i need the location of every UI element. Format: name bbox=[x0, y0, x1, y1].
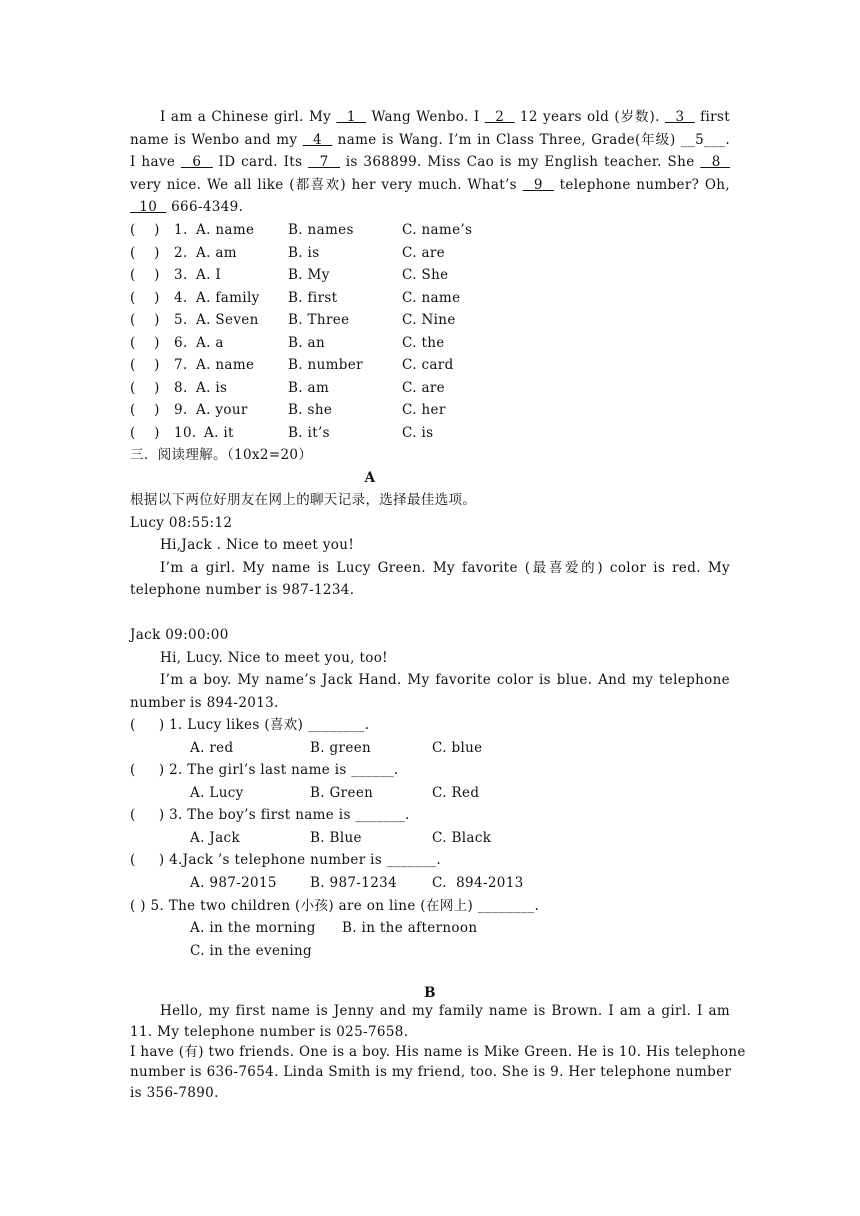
option-a: A. your bbox=[196, 402, 248, 418]
option-a: A. red bbox=[190, 740, 234, 756]
question-stem: ( ) 5. The two children (小孩) are on line (在网上) ________. bbox=[130, 898, 540, 914]
chat-text: number is 894-2013. bbox=[130, 695, 279, 711]
option-b: B. number bbox=[288, 357, 363, 373]
option-c: C. name’s bbox=[402, 222, 473, 238]
part-a-label: A bbox=[364, 470, 376, 486]
option-c: C. card bbox=[402, 357, 454, 373]
blank[interactable]: 7 bbox=[308, 154, 340, 170]
option-c: C. blue bbox=[432, 740, 483, 756]
part-b-label: B bbox=[424, 985, 436, 1001]
option-b: B. names bbox=[288, 222, 354, 238]
text-run: I am a Chinese girl. My bbox=[160, 109, 337, 125]
chat-text: I’m a girl. My name is Lucy Green. My favorite (最喜爱的) color is red. My bbox=[160, 560, 730, 576]
passage-text: is 356-7890. bbox=[130, 1085, 219, 1101]
answer-bracket[interactable]: ( ) bbox=[130, 244, 160, 261]
section-heading: 三．阅读理解。（10x2=20） bbox=[130, 447, 313, 463]
option-a: A. am bbox=[196, 244, 237, 261]
passage-line bbox=[160, 106, 730, 128]
option-c: C. Nine bbox=[402, 312, 456, 328]
answer-bracket[interactable]: ( ) bbox=[130, 334, 160, 351]
option: B. in the afternoon bbox=[342, 920, 478, 936]
question-stem: ( ) 2. The girl’s last name is ______. bbox=[130, 762, 399, 778]
passage-line bbox=[130, 129, 730, 151]
chat-text: Hi,Jack . Nice to meet you! bbox=[160, 537, 355, 553]
passage-text: I have (有) two friends. One is a boy. His name is Mike Green. He is 10. His telephone bbox=[130, 1044, 746, 1060]
option-b: B. Blue bbox=[310, 830, 362, 846]
passage-text: 11. My telephone number is 025-7658. bbox=[130, 1024, 409, 1040]
option-c: C. is bbox=[402, 424, 434, 441]
answer-bracket[interactable]: ( ) bbox=[130, 424, 160, 441]
option-a: A. Jack bbox=[190, 830, 240, 846]
option-a: A. a bbox=[196, 334, 224, 351]
text-run: I have bbox=[130, 154, 181, 170]
answer-bracket[interactable]: ( ) bbox=[130, 312, 160, 328]
answer-bracket[interactable]: ( ) bbox=[130, 267, 160, 283]
option-c: C. her bbox=[402, 402, 446, 418]
option-b: B. My bbox=[288, 267, 330, 283]
text-run: 12 years old (岁数). bbox=[514, 109, 665, 125]
option-b: B. is bbox=[288, 244, 320, 261]
text-run: is 368899. Miss Cao is my English teacher. She bbox=[340, 154, 701, 170]
option-a: A. it bbox=[204, 424, 234, 441]
option-b: B. am bbox=[288, 379, 330, 396]
passage-text: number is 636-7654. Linda Smith is my friend, too. She is 9. Her telephone number bbox=[130, 1064, 732, 1080]
option-b: B. green bbox=[310, 740, 372, 756]
answer-bracket[interactable]: ( ) bbox=[130, 222, 160, 238]
option-c: C. name bbox=[402, 289, 461, 306]
blank[interactable]: 2 bbox=[484, 109, 515, 125]
question-stem: ( ) 3. The boy’s first name is _______. bbox=[130, 807, 410, 823]
question-number: 4. bbox=[174, 289, 188, 306]
blank[interactable]: 10 bbox=[130, 199, 167, 215]
option-c: C. 894-2013 bbox=[432, 875, 524, 891]
blank[interactable]: 3 bbox=[665, 109, 695, 125]
blank[interactable]: 9 bbox=[522, 177, 555, 193]
answer-bracket[interactable]: ( ) bbox=[130, 379, 160, 396]
answer-bracket[interactable]: ( ) bbox=[130, 402, 160, 418]
option-b: B. Three bbox=[288, 312, 350, 328]
option-c: C. Black bbox=[432, 830, 492, 846]
passage-line bbox=[130, 174, 730, 196]
blank[interactable]: 6 bbox=[180, 154, 213, 170]
passage-line bbox=[130, 151, 730, 173]
text-run: very nice. We all like (都喜欢) her very much. What’s bbox=[130, 177, 523, 193]
chat-text: I’m a boy. My name’s Jack Hand. My favorite color is blue. And my telephone bbox=[160, 672, 730, 688]
option-b: B. an bbox=[288, 334, 325, 351]
chat-header-jack: Jack 09:00:00 bbox=[130, 627, 229, 643]
blank[interactable]: 8 bbox=[700, 154, 730, 170]
chat-header-lucy: Lucy 08:55:12 bbox=[130, 515, 233, 531]
passage-text: Hello, my first name is Jenny and my family name is Brown. I am a girl. I am bbox=[160, 1003, 730, 1019]
text-run: telephone number? Oh, bbox=[554, 177, 730, 193]
option-b: B. first bbox=[288, 289, 338, 306]
option-c: C. Red bbox=[432, 785, 480, 801]
option-a: A. 987-2015 bbox=[190, 875, 277, 891]
option-c: C. She bbox=[402, 267, 449, 283]
passage-line bbox=[130, 196, 730, 218]
text-run: first bbox=[694, 109, 730, 125]
option-b: B. it’s bbox=[288, 424, 330, 441]
question-number: 3. bbox=[174, 267, 188, 283]
option-a: A. name bbox=[196, 222, 255, 238]
text-run: Wang Wenbo. I bbox=[366, 109, 485, 125]
option-a: A. family bbox=[196, 289, 260, 306]
question-number: 1. bbox=[174, 222, 188, 238]
option-a: A. Lucy bbox=[190, 785, 244, 801]
option-a: A. I bbox=[196, 267, 222, 283]
answer-bracket[interactable]: ( ) bbox=[130, 289, 160, 306]
blank[interactable]: 4 bbox=[302, 132, 333, 148]
text-run: ID card. Its bbox=[212, 154, 309, 170]
chat-text: Hi, Lucy. Nice to meet you, too! bbox=[160, 650, 388, 666]
text-run: name is Wenbo and my bbox=[130, 132, 303, 148]
option-b: B. she bbox=[288, 402, 333, 418]
part-a-instruction: 根据以下两位好朋友在网上的聊天记录，选择最佳选项。 bbox=[130, 492, 477, 508]
question-stem: ( ) 1. Lucy likes (喜欢) ________. bbox=[130, 717, 370, 733]
text-run: name is Wang. I’m in Class Three, Grade(年级) bbox=[332, 132, 681, 148]
option-c: C. are bbox=[402, 244, 446, 261]
question-number: 8. bbox=[174, 379, 188, 396]
question-number: 9. bbox=[174, 402, 188, 418]
blank[interactable]: 1 bbox=[336, 109, 367, 125]
option-a: A. Seven bbox=[196, 312, 259, 328]
question-number: 7. bbox=[174, 357, 188, 373]
question-number: 5. bbox=[174, 312, 188, 328]
option-b: B. Green bbox=[310, 785, 374, 801]
answer-bracket[interactable]: ( ) bbox=[130, 357, 160, 373]
question-number: 2. bbox=[174, 244, 188, 261]
option-c: C. the bbox=[402, 334, 445, 351]
question-number: 10. bbox=[174, 424, 197, 441]
option: C. in the evening bbox=[190, 943, 313, 959]
text-run: 666-4349. bbox=[166, 199, 244, 215]
question-stem: ( ) 4.Jack ’s telephone number is _______. bbox=[130, 852, 442, 868]
option-a: A. name bbox=[196, 357, 255, 373]
option-b: B. 987-1234 bbox=[310, 875, 398, 891]
option-c: C. are bbox=[402, 379, 446, 396]
option: A. in the morning bbox=[190, 920, 316, 936]
question-number: 6. bbox=[174, 334, 188, 351]
option-a: A. is bbox=[196, 379, 228, 396]
text-run: __5___. bbox=[680, 132, 730, 148]
chat-text: telephone number is 987-1234. bbox=[130, 582, 355, 598]
